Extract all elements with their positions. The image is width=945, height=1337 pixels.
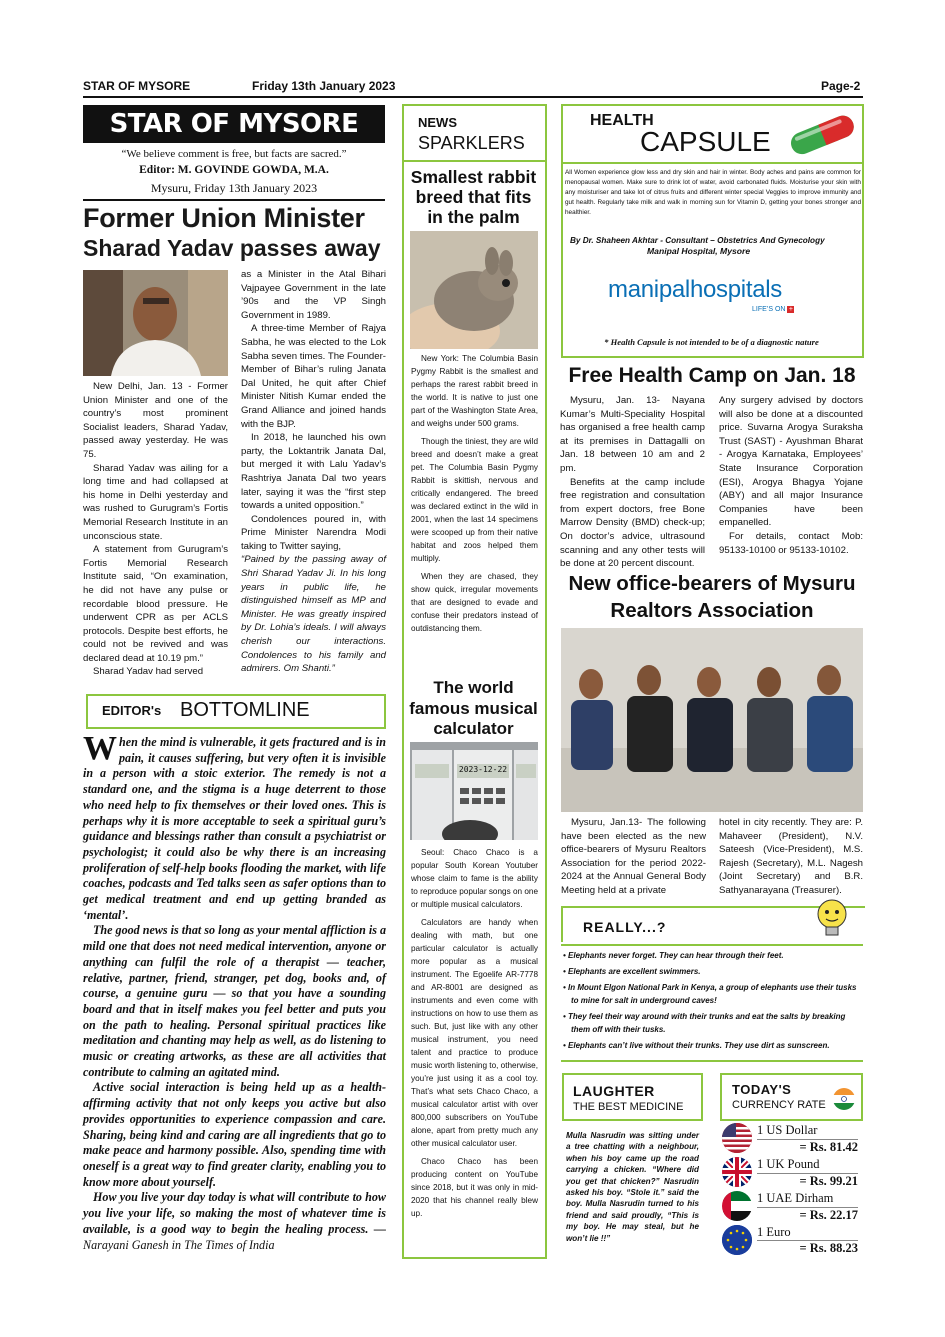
masthead-title: STAR OF MYSORE bbox=[83, 105, 385, 143]
lead-col2-para: A three-time Member of Rajya Sabha, he was elected to the Lok Sabha seven times. The Founder-Member of Bihar’s ruling Janata Dal United, he quit after Chief Minister Nitish Kumar ended the Grand Alliance and joined hands with the BJP. bbox=[241, 323, 386, 430]
header-paper-name: STAR OF MYSORE bbox=[83, 79, 191, 93]
camp-col1-para: Benefits at the camp include free registration and consultation from expert doctors, free Bone Marrow Density (BMD) check-up; On doctor’s advice, ultrasound scanning and any other tests will be done at 20 percent discount. bbox=[560, 476, 705, 570]
lead-col1-para: A statement from Gurugram’s Fortis Memorial Research Institute said, “On examination, he did not have any pulse or recordable blood pressure. He underwent CPR as per ACLS protocols. Despite best efforts, he could not be revived and was declared dead at 10.19 pm.” bbox=[83, 544, 228, 664]
lead-column-2 bbox=[241, 268, 386, 676]
sparklers-label-bold: NEWS bbox=[418, 115, 457, 130]
plus-icon: + bbox=[788, 306, 793, 313]
rabbit-headline: Smallest rabbit breed that fits in the palm bbox=[410, 167, 537, 227]
health-byline: By Dr. Shaheen Akhtar - Consultant – Obstetrics And Gynecology bbox=[570, 236, 825, 245]
lead-col2-para: as a Minister in the Atal Bihari Vajpayee Government in the late ’90s and the VP Singh Government in 1989. bbox=[241, 269, 386, 321]
bottomline-credit: Narayani Ganesh in The Times of India bbox=[83, 1237, 275, 1252]
really-facts bbox=[563, 949, 863, 1052]
masthead-motto: “We believe comment is free, but facts are sacred.” bbox=[121, 148, 347, 160]
really-fact: • They feel their way around with their trunks and eat the salts by breaking them off with their tusks. bbox=[563, 1012, 846, 1034]
currency-label-box bbox=[720, 1073, 863, 1121]
manipal-tagline bbox=[752, 306, 794, 313]
currency-unit: 1 Euro bbox=[757, 1225, 791, 1239]
sharad-yadav-photo bbox=[83, 270, 228, 376]
realtors-column-1 bbox=[561, 816, 706, 898]
lead-col1-para: Sharad Yadav had served bbox=[93, 666, 204, 678]
header-date: Friday 13th January 2023 bbox=[252, 79, 396, 93]
masthead-editor: Editor: M. GOVINDE GOWDA, M.A. bbox=[139, 164, 329, 176]
really-fact: • Elephants never forget. They can hear through their feet. bbox=[563, 951, 784, 960]
calculator-story bbox=[411, 846, 538, 1220]
really-fact: • In Mount Elgon National Park in Kenya, a group of elephants use their tusks to mine for salt in underground caves! bbox=[563, 983, 857, 1005]
camp-column-1 bbox=[560, 394, 705, 571]
currency-label: TODAY'S bbox=[732, 1082, 792, 1097]
bottomline-label-bold: EDITOR's bbox=[102, 703, 162, 718]
currency-unit: 1 UK Pound bbox=[757, 1157, 820, 1171]
health-disclaimer: * Health Capsule is not intended to be of a diagnostic nature bbox=[604, 337, 819, 347]
lead-col1-para: Sharad Yadav was ailing for a long time and had collapsed at his home in Delhi yesterday and was rushed to Gurugram’s Fortis Memorial Research Institute in an unconscious state. bbox=[83, 462, 228, 542]
health-byline-hospital: Manipal Hospital, Mysore bbox=[647, 246, 751, 256]
health-label-box bbox=[563, 106, 862, 164]
really-fact: • Elephants can’t live without their trunks. They use dirt as sunscreen. bbox=[563, 1041, 830, 1050]
camp-col2-para: For details, contact Mob: 95133-10100 or 95133-10102. bbox=[719, 530, 863, 556]
calculator-para: Calculators are handy when dealing with math, but one particular calculator is actually more popular as a musical instrument. The Egoelife AR-7778 and AR-8001 are designed as instruments and even come with instructions on how to use them as such. But, just like with any other musical instrument, you need talent and practice to produce music worth listening to, otherwise, you’re just using it as a cool toy. That’s what sets Chaco Chaco, a musical calculator artist with over 800,000 subscribers on YouTube alone, apart from pretty much any other musical calculator user. bbox=[411, 918, 538, 1148]
sparklers-label-box bbox=[404, 106, 545, 162]
capsule-pill-icon bbox=[781, 108, 863, 160]
camp-col1-para: Mysuru, Jan. 13- Nayana Kumar’s Multi-Speciality Hospital has organised a free health camp at its premises in Dattagalli on Jan. 18 between 10 am and 2 pm. bbox=[560, 395, 705, 474]
currency-value: = Rs. 99.21 bbox=[799, 1174, 858, 1188]
manipal-logo: manipalhospitals bbox=[608, 276, 782, 303]
realtors-group-photo bbox=[561, 628, 863, 812]
calculator-headline: The world famous musical calculator bbox=[409, 678, 538, 738]
laughter-label: LAUGHTER bbox=[573, 1083, 655, 1099]
laughter-sublabel: THE BEST MEDICINE bbox=[573, 1101, 684, 1113]
header-rule bbox=[83, 96, 863, 98]
calculator-display: 2023-12-22 bbox=[458, 765, 508, 774]
calculator-photo bbox=[410, 742, 538, 840]
lead-col2-para: In 2018, he launched his own party, the Loktantrik Janata Dal, but merged it with Lalu Yadav’s Rashtriya Janata Dal two years later, saying it was the “first step towards a united opposition.” bbox=[241, 432, 386, 512]
camp-headline: Free Health Camp on Jan. 18 bbox=[568, 364, 856, 387]
really-label: REALLY...? bbox=[583, 919, 667, 935]
bottomline-label-box bbox=[86, 694, 386, 729]
health-body: All Women experience glow less and dry skin and hair in winter. Body aches and pains are common for menopausal women. Make sure to drink lot of water, avoid carbonated fluids. Moisturise your skin with any moisturiser and take lot of citrus fruits and different winter special Veggies to improve immunity and gut health. Regularly take milk and walk in morning sun for Vitamin D, getting your bones stronger and healthier. bbox=[565, 169, 861, 216]
laughter-joke: Mulla Nasrudin was sitting under a tree chatting with a neighbour, when his boy came up the road carrying a chicken. “Where did you get that chicken?” Nasrudin asked his boy. “Stole it.” said the boy. Mulla Nasrudin turned to his friend and said proudly, “This is my boy. He may steal, but he won’t lie !!” bbox=[566, 1131, 699, 1243]
rabbit-para: New York: The Columbia Basin Pygmy Rabbit is the smallest and perhaps the rarest rabbit breed in the world. It is native to just one part of the Washington State Area, and weighs under 500 grams. bbox=[411, 354, 538, 428]
header-page-number: Page-2 bbox=[821, 79, 861, 93]
sparklers-label: SPARKLERS bbox=[418, 133, 525, 153]
india-flag-icon bbox=[832, 1087, 856, 1111]
rabbit-story bbox=[411, 352, 538, 635]
laughter-label-box bbox=[562, 1073, 703, 1121]
manipal-tagline-text: LIFE’S ON bbox=[752, 306, 786, 313]
currency-value: = Rs. 88.23 bbox=[799, 1241, 858, 1255]
realtors-headline-line1: New office-bearers of Mysuru bbox=[568, 572, 856, 595]
realtors-col2-para: hotel in city recently. They are: P. Mahaveer (President), N.V. Sateesh (Vice-President), M.S. Rajesh (Secretary), M.L. Nagesh (Joint Secretary) and B.R. Sathyanarayana (Treasurer). bbox=[719, 817, 863, 896]
health-label: CAPSULE bbox=[640, 126, 771, 157]
uk-flag-icon bbox=[722, 1157, 752, 1187]
currency-value: = Rs. 81.42 bbox=[799, 1140, 858, 1154]
realtors-headline-line2: Realtors Association bbox=[610, 599, 814, 622]
really-fact: • Elephants are excellent swimmers. bbox=[563, 967, 701, 976]
rabbit-photo bbox=[410, 231, 538, 349]
realtors-col1-para: Mysuru, Jan.13- The following have been elected as the new office-bearers of Mysuru Realtors Association for the period 2022-2024 at the Annual General Body Meeting held at a private bbox=[561, 817, 706, 896]
currency-list bbox=[720, 1121, 863, 1257]
lead-headline-line2: Sharad Yadav passes away bbox=[83, 235, 381, 261]
bottomline-para-2: The good news is that so long as your mental affliction is a mild one that does not need medical intervention, anyone or anything can fulfil the role of a therapist — teacher, relative, partner, friend, stranger, pet dog, books and, of course, a genuine guru — so that you have a sounding board and that in itself makes you feel better and puts you on the path to healing. Personal spiritual practices like meditation and chanting may help as well, as do listening to music or creating artworks, as these are all activities that contribute to calming an agitated mind. bbox=[83, 923, 386, 1079]
calculator-para: Chaco Chaco has been producing content on YouTube since 2018, but it was only in mid-2020 that his channel really blew up. bbox=[411, 1157, 538, 1218]
lightbulb-icon bbox=[812, 896, 852, 942]
rabbit-para: When they are chased, they show quick, irregular movements that are designed to evade and confuse their predators instead of outdistancing them. bbox=[411, 572, 538, 633]
lead-col1-para: New Delhi, Jan. 13 - Former Union Minister and one of the country’s most prominent Socialist leaders, Sharad Yadav, passed away yesterday. He was 75. bbox=[83, 381, 228, 460]
realtors-column-2 bbox=[719, 816, 863, 898]
calculator-para: Seoul: Chaco Chaco is a popular South Korean Youtuber whose claim to fame is the ability to reproduce popular songs on one or multiple musical calculators. bbox=[411, 848, 538, 909]
masthead-dateline: Mysuru, Friday 13th January 2023 bbox=[150, 181, 318, 195]
health-label-bold: HEALTH bbox=[590, 112, 654, 129]
bottomline-body bbox=[83, 730, 386, 1253]
eu-flag-icon bbox=[722, 1225, 752, 1255]
bottomline-para-3: Active social interaction is being held up as a health-affirming activity that not only keeps you active but also provides opportunities to experience compassion and care. Sharing, being kind and caring are all ingredients that go to make peace and harmony possible. Also, spending time with oneself is a great way to find greater clarity, enabling you to know more about yourself. bbox=[83, 1080, 386, 1189]
bottomline-dropcap: W bbox=[83, 730, 117, 767]
bottomline-para-4: How you live your day today is what will contribute to how you live your life, so making the most of whatever time is available, is a good way to begin the healing process. — bbox=[83, 1190, 386, 1236]
camp-column-2 bbox=[719, 394, 863, 557]
currency-sublabel: CURRENCY RATE bbox=[732, 1099, 826, 1111]
masthead-rule bbox=[83, 199, 385, 201]
camp-col2-para: Any surgery advised by doctors will also be done at a discounted price. Suvarna Arogya Suraksha Trust (SAST) - Ayushman Bharat - Arogya Karnataka, Employees’ State Insurance Corporation (ESI), Arogya Bhagya Yojane (ABY) and all major Insurance Companies have been empanelled. bbox=[719, 395, 863, 529]
uae-flag-icon bbox=[722, 1191, 752, 1221]
lead-column-1 bbox=[83, 380, 228, 679]
currency-unit: 1 US Dollar bbox=[757, 1123, 818, 1137]
bottomline-label: BOTTOMLINE bbox=[180, 699, 310, 721]
currency-unit: 1 UAE Dirham bbox=[757, 1191, 834, 1205]
bottomline-para-1: hen the mind is vulnerable, it gets fractured and is in pain, it causes suffering, but very often it is invisible in a person with a stoic exterior. The remedy is not a standard one, and the stigma is a huge deterrent to those who need help to fix themselves or their loved ones. This is perhaps why it is more acceptable to seek a spiritual guru’s guidance and blessings rather than consult a psychiatrist or psychologist; it could also be why there is an increasing proliferation of self-help books flooding the market, with life coaches, podcasts and Ted talks seen as safer options than to get medical treatment and end up getting branded as ‘mental’. bbox=[83, 735, 386, 922]
lead-headline-line1: Former Union Minister bbox=[83, 203, 365, 233]
lead-modi-quote: “Pained by the passing away of Shri Sharad Yadav Ji. In his long years in public life, he distinguished himself as MP and Minister. He was greatly inspired by Dr. Lohia’s ideals. I will always cherish our interactions. Condolences to his family and admirers. Om Shanti.” bbox=[241, 554, 386, 675]
currency-value: = Rs. 22.17 bbox=[799, 1208, 858, 1222]
us-flag-icon bbox=[722, 1123, 752, 1153]
rabbit-para: Though the tiniest, they are wild breed and doesn’t make a great pet. The Columbia Basin Pygmy Rabbit is skittish, nervous and critically endangered. The breed was declared extinct in the wild in 2001, when the last 14 specimens were scooped up from their native habitat and zoos helped them multiply. bbox=[411, 437, 538, 563]
lead-col2-para: Condolences poured in, with Prime Minister Narendra Modi taking to Twitter saying, bbox=[241, 513, 386, 552]
